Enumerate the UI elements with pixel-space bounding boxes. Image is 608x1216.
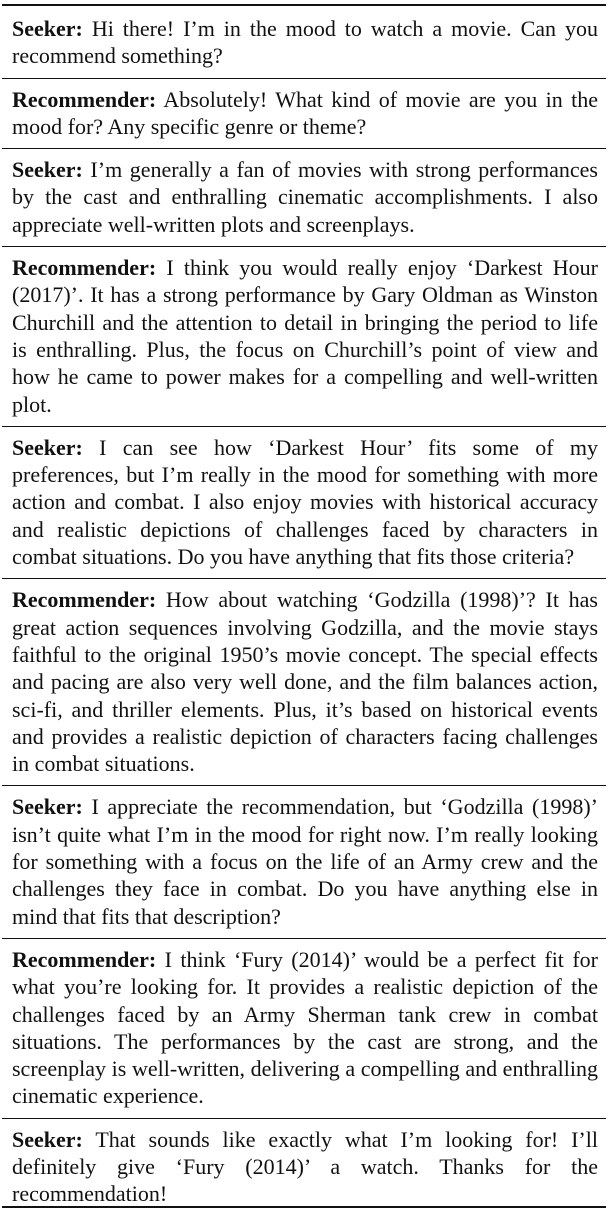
speaker-label: Recommender:: [12, 946, 157, 972]
dialogue-turn-seeker: [2, 148, 606, 246]
speaker-label: Seeker:: [12, 157, 83, 183]
speaker-label: Seeker:: [12, 434, 83, 460]
speaker-label: Recommender:: [12, 255, 157, 281]
dialogue-turn-recommender: [2, 246, 606, 426]
dialogue-turn-recommender: [2, 78, 606, 149]
dialogue-table: [2, 8, 606, 1216]
dialogue-turn-seeker: [2, 8, 606, 78]
speaker-label: Seeker:: [12, 1126, 83, 1152]
dialogue-turn-seeker: [2, 785, 606, 937]
speaker-label: Seeker:: [12, 16, 83, 41]
speaker-label: Seeker:: [12, 794, 83, 820]
utterance-text: I’m generally a fan of movies with strong performances by the cast and enthralling cinematic accomplishments. I also appreciate well-written plots and screenplays.: [12, 157, 598, 237]
table-top-rule: [2, 4, 606, 6]
utterance-text: I can see how ‘Darkest Hour’ fits some of my preferences, but I’m really in the mood for something with more action and combat. I also enjoy movies with historical accuracy and realistic depictions of challenges faced by characters in combat situations. Do you have anything that fits those criteria?: [12, 434, 598, 570]
utterance-text: I think ‘Fury (2014)’ would be a perfect fit for what you’re looking for. It provides a realistic depiction of the challenges faced by an Army Sherman tank crew in combat situations. The performances by the cast are strong, and the screenplay is well-written, delivering a compelling and enthralling cinematic experience.: [12, 946, 598, 1109]
utterance-text: That sounds like exactly what I’m looking for! I’ll definitely give ‘Fury (2014)’ a watch. Thanks for the recommendation!: [12, 1126, 598, 1207]
utterance-text: I think you would really enjoy ‘Darkest Hour (2017)’. It has a strong performance by Gary Oldman as Winston Churchill and the attention to detail in bringing the period to life is enthralling. Plus, the focus on Churchill’s point of view and how he came to power makes for a compelling and well-written plot.: [12, 255, 598, 417]
dialogue-turn-recommender: [2, 938, 606, 1118]
dialogue-turn-recommender: [2, 578, 606, 785]
utterance-text: Hi there! I’m in the mood to watch a movie. Can you recommend something?: [12, 16, 598, 69]
utterance-text: I appreciate the recommendation, but ‘Godzilla (1998)’ isn’t quite what I’m in the mood for right now. I’m really looking for something with a focus on the life of an Army crew and the challenges they face in combat. Do you have anything else in mind that fits that description?: [12, 794, 598, 929]
utterance-text: How about watching ‘Godzilla (1998)’? It has great action sequences involving Godzilla, and the movie stays faithful to the original 1950’s movie concept. The special effects and pacing are also very well done, and the film balances action, sci-fi, and thriller elements. Plus, it’s based on historical events and provides a realistic depiction of characters facing challenges in combat situations.: [12, 587, 598, 777]
utterance-text: Absolutely! What kind of movie are you in the mood for? Any specific genre or theme?: [12, 86, 598, 139]
speaker-label: Recommender:: [12, 587, 157, 613]
table-bottom-rule: [2, 1206, 606, 1208]
speaker-label: Recommender:: [12, 86, 157, 112]
dialogue-turn-seeker: [2, 426, 606, 578]
dialogue-turn-seeker: [2, 1118, 606, 1216]
